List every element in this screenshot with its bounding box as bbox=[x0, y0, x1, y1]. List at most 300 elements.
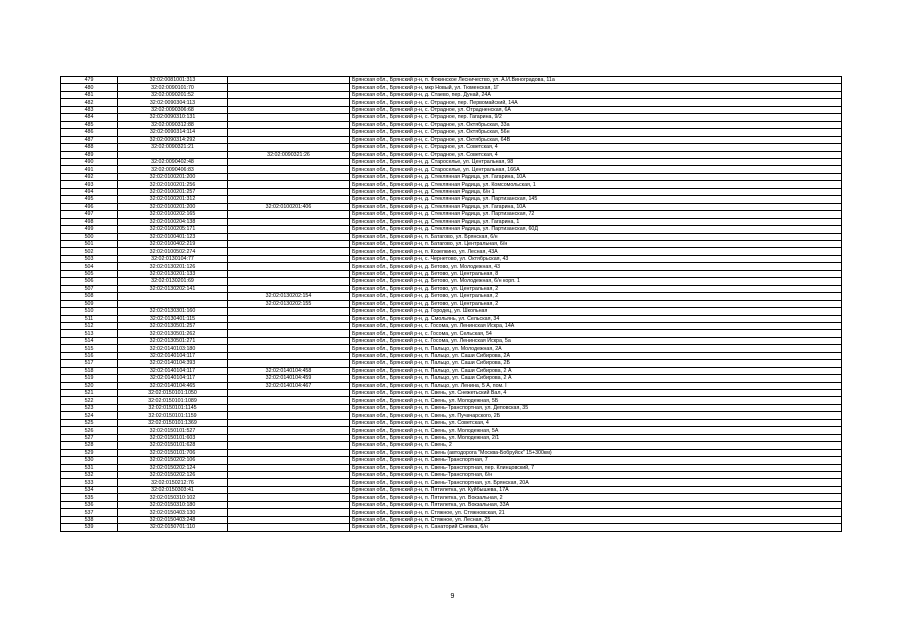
cadastral-number-cell: 32:02:0140104:117 bbox=[118, 375, 228, 382]
address-cell: Брянская обл., Брянский р-н, п. Свень, ул. Снежетьский Вал, 4 bbox=[350, 390, 842, 397]
related-cadastral-cell bbox=[228, 524, 350, 531]
cadastral-number-cell: 32:02:0150303:41 bbox=[118, 486, 228, 493]
address-cell: Брянская обл., Брянский р-н, д. Смольянь, ул. Сельская, 34 bbox=[350, 315, 842, 322]
cadastral-number-cell: 32:02:0100205:171 bbox=[118, 226, 228, 233]
address-cell: Брянская обл., Брянский р-н, п. Свень-Транспортная, ул. Брянская, 20А bbox=[350, 479, 842, 486]
cadastral-number-cell: 32:02:0150202:106 bbox=[118, 457, 228, 464]
address-cell: Брянская обл., Брянский р-н, п. Пальцо, ул. Саши Сибирова, 2Б bbox=[350, 360, 842, 367]
related-cadastral-cell bbox=[228, 345, 350, 352]
row-number-cell: 490 bbox=[61, 158, 118, 165]
cadastral-number-cell: 32:02:0090306:68 bbox=[118, 106, 228, 113]
table-row bbox=[61, 218, 842, 225]
related-cadastral-cell: 32:02:0140104:458 bbox=[228, 367, 350, 374]
cadastral-number-cell: 32:02:0100401:123 bbox=[118, 233, 228, 240]
related-cadastral-cell bbox=[228, 308, 350, 315]
cadastral-number-cell bbox=[118, 151, 228, 158]
address-cell: Брянская обл., Брянский р-н, п. Пальцо, ул. Саши Сибирова, 2А bbox=[350, 352, 842, 359]
cadastral-number-cell: 32:02:0090201:52 bbox=[118, 91, 228, 98]
table-row bbox=[61, 121, 842, 128]
table-row bbox=[61, 136, 842, 143]
related-cadastral-cell bbox=[228, 472, 350, 479]
table-row bbox=[61, 457, 842, 464]
related-cadastral-cell bbox=[228, 285, 350, 292]
cadastral-number-cell: 32:02:0090314:114 bbox=[118, 129, 228, 136]
table-row bbox=[61, 166, 842, 173]
related-cadastral-cell bbox=[228, 158, 350, 165]
address-cell: Брянская обл., Брянский р-н, с. Отрадное, ул. Советская, 4 bbox=[350, 144, 842, 151]
register-body bbox=[61, 77, 842, 532]
address-cell: Брянская обл., Брянский р-н, п. Пятилетка, ул. Куйбышева, 17А bbox=[350, 486, 842, 493]
table-row bbox=[61, 375, 842, 382]
address-cell: Брянская обл., Брянский р-н, п. Стяжное, ул. Стяжновская, 21 bbox=[350, 509, 842, 516]
table-row bbox=[61, 516, 842, 523]
row-number-cell: 517 bbox=[61, 360, 118, 367]
row-number-cell: 522 bbox=[61, 397, 118, 404]
row-number-cell: 482 bbox=[61, 99, 118, 106]
related-cadastral-cell bbox=[228, 136, 350, 143]
table-row bbox=[61, 211, 842, 218]
table-row bbox=[61, 449, 842, 456]
table-row bbox=[61, 308, 842, 315]
cadastral-number-cell: 32:02:0100402:219 bbox=[118, 240, 228, 247]
table-row bbox=[61, 196, 842, 203]
table-row bbox=[61, 240, 842, 247]
address-cell: Брянская обл., Брянский р-н, д. Бетово, ул. Молодежная, 43 bbox=[350, 263, 842, 270]
row-number-cell: 484 bbox=[61, 114, 118, 121]
related-cadastral-cell bbox=[228, 121, 350, 128]
cadastral-number-cell: 32:02:0090312:88 bbox=[118, 121, 228, 128]
related-cadastral-cell bbox=[228, 501, 350, 508]
row-number-cell: 488 bbox=[61, 144, 118, 151]
cadastral-number-cell: 32:02:0100201:200 bbox=[118, 203, 228, 210]
table-row bbox=[61, 151, 842, 158]
cadastral-number-cell: 32:02:0150101:706 bbox=[118, 449, 228, 456]
table-row bbox=[61, 91, 842, 98]
row-number-cell: 512 bbox=[61, 322, 118, 329]
row-number-cell: 494 bbox=[61, 188, 118, 195]
related-cadastral-cell bbox=[228, 360, 350, 367]
cadastral-number-cell: 32:02:0150101:1089 bbox=[118, 397, 228, 404]
cadastral-number-cell: 32:02:0100201:256 bbox=[118, 181, 228, 188]
related-cadastral-cell bbox=[228, 196, 350, 203]
table-row bbox=[61, 233, 842, 240]
row-number-cell: 529 bbox=[61, 449, 118, 456]
row-number-cell: 530 bbox=[61, 457, 118, 464]
table-row bbox=[61, 524, 842, 531]
table-row bbox=[61, 419, 842, 426]
cadastral-number-cell: 32:02:0130104:77 bbox=[118, 255, 228, 262]
related-cadastral-cell bbox=[228, 181, 350, 188]
related-cadastral-cell bbox=[228, 233, 350, 240]
cadastral-number-cell: 32:02:0130501:271 bbox=[118, 337, 228, 344]
address-cell: Брянская обл., Брянский р-н, п. Свень, ул. Молодежная, 5А bbox=[350, 427, 842, 434]
address-cell: Брянская обл., Брянский р-н, д. Старосельe, ул. Центральная, 166А bbox=[350, 166, 842, 173]
cadastral-number-cell: 32:02:0090406:83 bbox=[118, 166, 228, 173]
related-cadastral-cell bbox=[228, 84, 350, 91]
page-number: 9 bbox=[450, 593, 455, 600]
related-cadastral-cell bbox=[228, 322, 350, 329]
table-row bbox=[61, 173, 842, 180]
address-cell: Брянская обл., Брянский р-н, п. Пальцо, ул. Молодежная, 2А bbox=[350, 345, 842, 352]
table-row bbox=[61, 390, 842, 397]
row-number-cell: 502 bbox=[61, 248, 118, 255]
related-cadastral-cell bbox=[228, 427, 350, 434]
related-cadastral-cell bbox=[228, 226, 350, 233]
row-number-cell: 479 bbox=[61, 77, 118, 84]
table-row bbox=[61, 188, 842, 195]
row-number-cell: 491 bbox=[61, 166, 118, 173]
address-cell: Брянская обл., Брянский р-н, п. Пальцо, ул. Саши Сибирова, 2 А bbox=[350, 375, 842, 382]
address-cell: Брянская обл., Брянский р-н, д. Стеклянная Радица, ул. Партизанская, 60Д bbox=[350, 226, 842, 233]
related-cadastral-cell bbox=[228, 248, 350, 255]
cadastral-number-cell: 32:02:0140104:465 bbox=[118, 382, 228, 389]
table-row bbox=[61, 226, 842, 233]
row-number-cell: 534 bbox=[61, 486, 118, 493]
table-row bbox=[61, 330, 842, 337]
table-row bbox=[61, 345, 842, 352]
cadastral-number-cell: 32:02:0100201:200 bbox=[118, 173, 228, 180]
row-number-cell: 526 bbox=[61, 427, 118, 434]
related-cadastral-cell bbox=[228, 270, 350, 277]
cadastral-number-cell: 32:02:0100502:274 bbox=[118, 248, 228, 255]
address-cell: Брянская обл., Брянский р-н, д. Стеклянная Радица, ул. Гагарина, 10А bbox=[350, 173, 842, 180]
address-cell: Брянская обл., Брянский р-н, п. Пальцо, ул. Саши Сибирова, 2 А bbox=[350, 367, 842, 374]
row-number-cell: 487 bbox=[61, 136, 118, 143]
table-row bbox=[61, 278, 842, 285]
related-cadastral-cell bbox=[228, 77, 350, 84]
row-number-cell: 508 bbox=[61, 293, 118, 300]
address-cell: Брянская обл., Брянский р-н, д. Бетово, ул. Центральная, 2 bbox=[350, 285, 842, 292]
row-number-cell: 538 bbox=[61, 516, 118, 523]
address-cell: Брянская обл., Брянский р-н, п. Батагово, ул. Центральная, 6/н bbox=[350, 240, 842, 247]
related-cadastral-cell bbox=[228, 449, 350, 456]
related-cadastral-cell bbox=[228, 412, 350, 419]
cadastral-number-cell: 32:02:0150101:628 bbox=[118, 442, 228, 449]
table-row bbox=[61, 360, 842, 367]
row-number-cell: 509 bbox=[61, 300, 118, 307]
table-row bbox=[61, 322, 842, 329]
row-number-cell: 532 bbox=[61, 472, 118, 479]
related-cadastral-cell bbox=[228, 106, 350, 113]
address-cell: Брянская обл., Брянский р-н, с. Госома, ул. Сельская, 54 bbox=[350, 330, 842, 337]
cadastral-number-cell: 32:02:0130201:133 bbox=[118, 270, 228, 277]
cadastral-number-cell: 32:02:0130501:262 bbox=[118, 330, 228, 337]
cadastral-number-cell: 32:02:0140103:180 bbox=[118, 345, 228, 352]
related-cadastral-cell bbox=[228, 91, 350, 98]
related-cadastral-cell bbox=[228, 278, 350, 285]
cadastral-number-cell: 32:02:0090310:131 bbox=[118, 114, 228, 121]
related-cadastral-cell bbox=[228, 263, 350, 270]
row-number-cell: 485 bbox=[61, 121, 118, 128]
row-number-cell: 481 bbox=[61, 91, 118, 98]
related-cadastral-cell: 32:02:0090321:26 bbox=[228, 151, 350, 158]
table-row bbox=[61, 293, 842, 300]
related-cadastral-cell: 32:02:0100201:406 bbox=[228, 203, 350, 210]
address-cell: Брянская обл., Брянский р-н, мкр Новый, ул. Тюменская, 1Г bbox=[350, 84, 842, 91]
address-cell: Брянская обл., Брянский р-н, п. Свень-Транспортная, ул. Деповская, 35 bbox=[350, 404, 842, 411]
address-cell: Брянская обл., Брянский р-н, с. Госома, ул. Ленинская Искра, 5а bbox=[350, 337, 842, 344]
row-number-cell: 523 bbox=[61, 404, 118, 411]
cadastral-number-cell: 32:02:0130201:126 bbox=[118, 263, 228, 270]
row-number-cell: 515 bbox=[61, 345, 118, 352]
cadastral-number-cell: 32:02:0100201:257 bbox=[118, 188, 228, 195]
table-row bbox=[61, 442, 842, 449]
row-number-cell: 495 bbox=[61, 196, 118, 203]
address-cell: Брянская обл., Брянский р-н, д. Стеклянная Радица, ул. Партизанская, 145 bbox=[350, 196, 842, 203]
cadastral-number-cell: 32:02:0140104:393 bbox=[118, 360, 228, 367]
address-cell: Брянская обл., Брянский р-н, д. Бетово, ул. Молодежная, 6/н корп. 1 bbox=[350, 278, 842, 285]
table-row bbox=[61, 434, 842, 441]
related-cadastral-cell: 32:02:0140104:459 bbox=[228, 375, 350, 382]
table-row bbox=[61, 77, 842, 84]
cadastral-number-cell: 32:02:0150101:527 bbox=[118, 427, 228, 434]
table-row bbox=[61, 464, 842, 471]
row-number-cell: 539 bbox=[61, 524, 118, 531]
cadastral-number-cell: 32:02:0150202:124 bbox=[118, 464, 228, 471]
row-number-cell: 527 bbox=[61, 434, 118, 441]
row-number-cell: 536 bbox=[61, 501, 118, 508]
cadastral-number-cell: 32:02:0150101:1050 bbox=[118, 390, 228, 397]
table-row bbox=[61, 263, 842, 270]
related-cadastral-cell bbox=[228, 494, 350, 501]
cadastral-number-cell: 32:02:0150101:1145 bbox=[118, 404, 228, 411]
cadastral-number-cell: 32:02:0130301:160 bbox=[118, 308, 228, 315]
cadastral-number-cell: 32:02:0090314:292 bbox=[118, 136, 228, 143]
related-cadastral-cell bbox=[228, 114, 350, 121]
table-row bbox=[61, 315, 842, 322]
cadastral-number-cell: 32:02:0150101:1159 bbox=[118, 412, 228, 419]
related-cadastral-cell bbox=[228, 464, 350, 471]
related-cadastral-cell bbox=[228, 390, 350, 397]
table-row bbox=[61, 352, 842, 359]
table-row bbox=[61, 144, 842, 151]
row-number-cell: 507 bbox=[61, 285, 118, 292]
cadastral-number-cell: 32:02:0090101:70 bbox=[118, 84, 228, 91]
row-number-cell: 498 bbox=[61, 218, 118, 225]
table-row bbox=[61, 300, 842, 307]
table-row bbox=[61, 129, 842, 136]
cadastral-number-cell: 32:02:0150310:102 bbox=[118, 494, 228, 501]
table-row bbox=[61, 114, 842, 121]
address-cell: Брянская обл., Брянский р-н, п. Свень (автодорога "Москва-Бобруйск" 15+300км) bbox=[350, 449, 842, 456]
row-number-cell: 520 bbox=[61, 382, 118, 389]
cadastral-number-cell: 32:02:0150310:180 bbox=[118, 501, 228, 508]
address-cell: Брянская обл., Брянский р-н, д. Стеклянная Радица, ул. Комсомольская, 1 bbox=[350, 181, 842, 188]
related-cadastral-cell bbox=[228, 99, 350, 106]
row-number-cell: 505 bbox=[61, 270, 118, 277]
cadastral-number-cell: 32:02:0081001:313 bbox=[118, 77, 228, 84]
address-cell: Брянская обл., Брянский р-н, п. Санаторий Снежка, 6/н bbox=[350, 524, 842, 531]
cadastral-number-cell: 32:02:0130201:69 bbox=[118, 278, 228, 285]
related-cadastral-cell bbox=[228, 419, 350, 426]
cadastral-number-cell: 32:02:0130401:115 bbox=[118, 315, 228, 322]
related-cadastral-cell bbox=[228, 486, 350, 493]
cadastral-number-cell: 32:02:0100202:165 bbox=[118, 211, 228, 218]
row-number-cell: 506 bbox=[61, 278, 118, 285]
related-cadastral-cell bbox=[228, 352, 350, 359]
row-number-cell: 531 bbox=[61, 464, 118, 471]
row-number-cell: 511 bbox=[61, 315, 118, 322]
table-row bbox=[61, 479, 842, 486]
address-cell: Брянская обл., Брянский р-н, д. Стеклянная Радица, ул. Гагарина, 10А bbox=[350, 203, 842, 210]
related-cadastral-cell bbox=[228, 211, 350, 218]
address-cell: Брянская обл., Брянский р-н, с. Отрадное, ул. Октябрьская, 33а bbox=[350, 121, 842, 128]
table-row bbox=[61, 158, 842, 165]
related-cadastral-cell bbox=[228, 397, 350, 404]
related-cadastral-cell bbox=[228, 255, 350, 262]
related-cadastral-cell bbox=[228, 509, 350, 516]
row-number-cell: 519 bbox=[61, 375, 118, 382]
table-row bbox=[61, 337, 842, 344]
related-cadastral-cell bbox=[228, 516, 350, 523]
address-cell: Брянская обл., Брянский р-н, с. Отрадное, ул. Октябрьская, 56н bbox=[350, 129, 842, 136]
row-number-cell: 535 bbox=[61, 494, 118, 501]
table-row bbox=[61, 472, 842, 479]
related-cadastral-cell bbox=[228, 404, 350, 411]
table-row bbox=[61, 255, 842, 262]
related-cadastral-cell bbox=[228, 144, 350, 151]
row-number-cell: 483 bbox=[61, 106, 118, 113]
cadastral-number-cell: 32:02:0140104:117 bbox=[118, 352, 228, 359]
related-cadastral-cell bbox=[228, 129, 350, 136]
related-cadastral-cell: 32:02:0130202:155 bbox=[228, 300, 350, 307]
address-cell: Брянская обл., Брянский р-н, д. Стеклянная Радица, ул. Гагарина, 1 bbox=[350, 218, 842, 225]
table-row bbox=[61, 427, 842, 434]
related-cadastral-cell bbox=[228, 330, 350, 337]
related-cadastral-cell bbox=[228, 315, 350, 322]
address-cell: Брянская обл., Брянский р-н, п. Свень-Транспортная, 7 bbox=[350, 457, 842, 464]
row-number-cell: 499 bbox=[61, 226, 118, 233]
related-cadastral-cell: 32:02:0130202:154 bbox=[228, 293, 350, 300]
table-row bbox=[61, 99, 842, 106]
address-cell: Брянская обл., Брянский р-н, д. Стаево, пер. Дунай, 24А bbox=[350, 91, 842, 98]
address-cell: Брянская обл., Брянский р-н, с. Чернетово, ул. Октябрьская, 43 bbox=[350, 255, 842, 262]
cadastral-number-cell: 32:02:0130202:141 bbox=[118, 285, 228, 292]
address-cell: Брянская обл., Брянский р-н, п. Стяжное, ул. Лесная, 25 bbox=[350, 516, 842, 523]
related-cadastral-cell bbox=[228, 240, 350, 247]
address-cell: Брянская обл., Брянский р-н, п. Свень, ул. Молодежная, 2/1 bbox=[350, 434, 842, 441]
address-cell: Брянская обл., Брянский р-н, п. Фокинское Лесничество, ул. А.И.Виноградова, 11а bbox=[350, 77, 842, 84]
row-number-cell: 525 bbox=[61, 419, 118, 426]
address-cell: Брянская обл., Брянский р-н, д. Стеклянная Радица, 6/н 1 bbox=[350, 188, 842, 195]
address-cell: Брянская обл., Брянский р-н, п. Свень, 2 bbox=[350, 442, 842, 449]
row-number-cell: 524 bbox=[61, 412, 118, 419]
address-cell: Брянская обл., Брянский р-н, с. Отрадное, пер. Первомайский, 14А bbox=[350, 99, 842, 106]
row-number-cell: 493 bbox=[61, 181, 118, 188]
table-row bbox=[61, 486, 842, 493]
related-cadastral-cell bbox=[228, 337, 350, 344]
row-number-cell: 492 bbox=[61, 173, 118, 180]
cadastral-number-cell: 32:02:0100204:138 bbox=[118, 218, 228, 225]
address-cell: Брянская обл., Брянский р-н, п. Свень-Транспортная, 6/н bbox=[350, 472, 842, 479]
row-number-cell: 510 bbox=[61, 308, 118, 315]
address-cell: Брянская обл., Брянский р-н, с. Госома, ул. Ленинская Искра, 14А bbox=[350, 322, 842, 329]
address-cell: Брянская обл., Брянский р-н, п. Пятилетка, ул. Вокзальная, 2 bbox=[350, 494, 842, 501]
table-row bbox=[61, 203, 842, 210]
cadastral-number-cell: 32:02:0150101:603 bbox=[118, 434, 228, 441]
row-number-cell: 521 bbox=[61, 390, 118, 397]
row-number-cell: 504 bbox=[61, 263, 118, 270]
cadastral-number-cell bbox=[118, 300, 228, 307]
address-cell: Брянская обл., Брянский р-н, п. Батагово, ул. Брянская, 6/н bbox=[350, 233, 842, 240]
row-number-cell: 537 bbox=[61, 509, 118, 516]
table-row bbox=[61, 84, 842, 91]
address-cell: Брянская обл., Брянский р-н, с. Отрадное, ул. Октябрьская, 64В bbox=[350, 136, 842, 143]
table-row bbox=[61, 181, 842, 188]
related-cadastral-cell bbox=[228, 188, 350, 195]
address-cell: Брянская обл., Брянский р-н, п. Свень, ул. Пучачарского, 2Б bbox=[350, 412, 842, 419]
table-row bbox=[61, 501, 842, 508]
table-row bbox=[61, 494, 842, 501]
address-cell: Брянская обл., Брянский р-н, с. Отрадное, ул. Отрадненская, 6А bbox=[350, 106, 842, 113]
table-row bbox=[61, 106, 842, 113]
address-cell: Брянская обл., Брянский р-н, д. Стеклянная Радица, ул. Партизанская, 72 bbox=[350, 211, 842, 218]
address-cell: Брянская обл., Брянский р-н, п. Пальцо, ул. Ленина, 5 А, пом. I bbox=[350, 382, 842, 389]
table-row bbox=[61, 285, 842, 292]
address-cell: Брянская обл., Брянский р-н, д. Городец, ул. Школьная bbox=[350, 308, 842, 315]
address-cell: Брянская обл., Брянский р-н, п. Свень, ул. Молодежная, 5Б bbox=[350, 397, 842, 404]
address-cell: Брянская обл., Брянский р-н, п. Козелкино, ул. Лесная, 43А bbox=[350, 248, 842, 255]
cadastral-number-cell: 32:02:0100201:312 bbox=[118, 196, 228, 203]
address-cell: Брянская обл., Брянский р-н, д. Старосельe, ул. Центральная, 98 bbox=[350, 158, 842, 165]
address-cell: Брянская обл., Брянский р-н, п. Свень, ул. Советская, 4 bbox=[350, 419, 842, 426]
address-cell: Брянская обл., Брянский р-н, п. Свень-Транспортная, пер. Клинцовский, 7 bbox=[350, 464, 842, 471]
property-register-table bbox=[60, 76, 842, 532]
address-cell: Брянская обл., Брянский р-н, п. Пятилетка, ул. Вокзальная, 33А bbox=[350, 501, 842, 508]
cadastral-number-cell: 32:02:0150212:76 bbox=[118, 479, 228, 486]
row-number-cell: 533 bbox=[61, 479, 118, 486]
table-row bbox=[61, 509, 842, 516]
related-cadastral-cell bbox=[228, 442, 350, 449]
cadastral-number-cell bbox=[118, 293, 228, 300]
cadastral-number-cell: 32:02:0150701:110 bbox=[118, 524, 228, 531]
cadastral-number-cell: 32:02:0150101:1369 bbox=[118, 419, 228, 426]
related-cadastral-cell bbox=[228, 166, 350, 173]
table-row bbox=[61, 412, 842, 419]
row-number-cell: 496 bbox=[61, 203, 118, 210]
row-number-cell: 528 bbox=[61, 442, 118, 449]
address-cell: Брянская обл., Брянский р-н, с. Отрадное, пер. Гагарина, 9/2 bbox=[350, 114, 842, 121]
row-number-cell: 480 bbox=[61, 84, 118, 91]
table-row bbox=[61, 404, 842, 411]
table-row bbox=[61, 397, 842, 404]
address-cell: Брянская обл., Брянский р-н, д. Бетово, ул. Центральная, 2 bbox=[350, 293, 842, 300]
address-cell: Брянская обл., Брянский р-н, д. Бетово, ул. Центральная, 8 bbox=[350, 270, 842, 277]
row-number-cell: 518 bbox=[61, 367, 118, 374]
related-cadastral-cell bbox=[228, 173, 350, 180]
cadastral-number-cell: 32:02:0150403:248 bbox=[118, 516, 228, 523]
row-number-cell: 497 bbox=[61, 211, 118, 218]
row-number-cell: 489 bbox=[61, 151, 118, 158]
related-cadastral-cell bbox=[228, 218, 350, 225]
row-number-cell: 486 bbox=[61, 129, 118, 136]
row-number-cell: 501 bbox=[61, 240, 118, 247]
row-number-cell: 516 bbox=[61, 352, 118, 359]
cadastral-number-cell: 32:02:0090304:113 bbox=[118, 99, 228, 106]
row-number-cell: 500 bbox=[61, 233, 118, 240]
cadastral-number-cell: 32:02:0090321:21 bbox=[118, 144, 228, 151]
cadastral-number-cell: 32:02:0150403:130 bbox=[118, 509, 228, 516]
cadastral-number-cell: 32:02:0130501:257 bbox=[118, 322, 228, 329]
cadastral-number-cell: 32:02:0090402:48 bbox=[118, 158, 228, 165]
table-row bbox=[61, 382, 842, 389]
related-cadastral-cell: 32:02:0140104:467 bbox=[228, 382, 350, 389]
table-row bbox=[61, 367, 842, 374]
cadastral-number-cell: 32:02:0140104:117 bbox=[118, 367, 228, 374]
address-cell: Брянская обл., Брянский р-н, с. Отрадное, ул. Советская, 4 bbox=[350, 151, 842, 158]
address-cell: Брянская обл., Брянский р-н, д. Бетово, ул. Центральная, 2 bbox=[350, 300, 842, 307]
related-cadastral-cell bbox=[228, 434, 350, 441]
